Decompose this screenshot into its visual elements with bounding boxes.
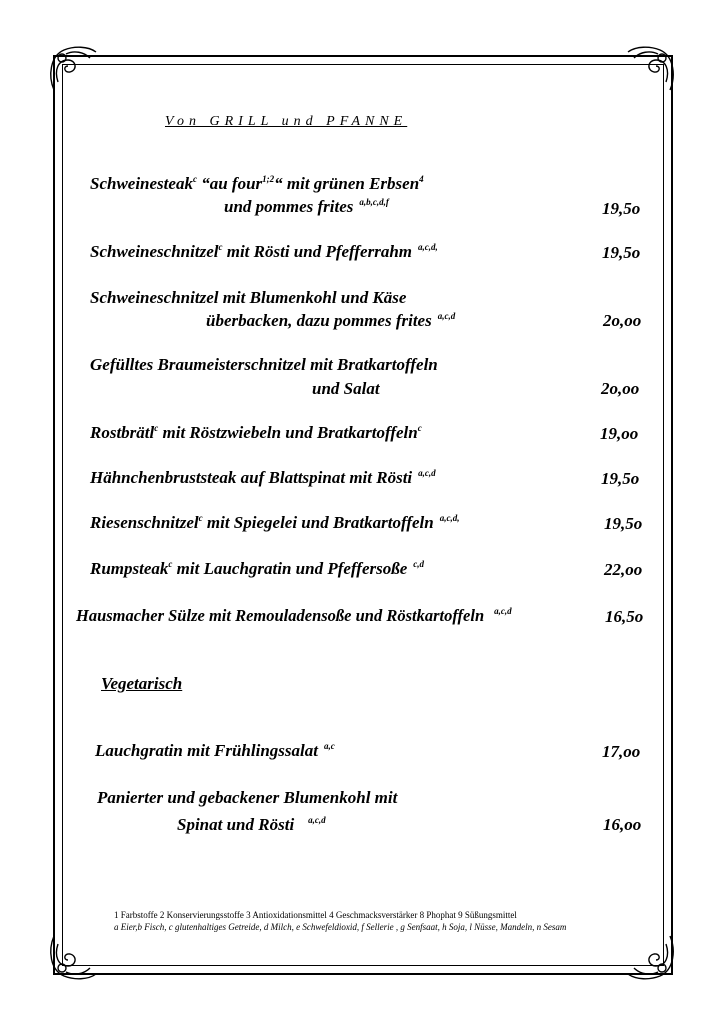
dish-price: 16,5o: [605, 607, 644, 626]
dish-name: Gefülltes Braumeisterschnitzel mit Bratkartoffeln: [90, 355, 438, 374]
dish-price: 16,oo: [603, 815, 642, 834]
dish-name: Rostbrätl$^c$ mit Röstzwiebeln und Bratkartoffeln$^c$: [90, 423, 422, 442]
allergen-codes: a,c,d,: [439, 513, 460, 523]
corner-ornament-top-left: [44, 40, 98, 94]
section-title: Von GRILL und PFANNE: [165, 114, 408, 129]
dish-price: 19,5o: [602, 243, 641, 262]
allergen-codes: a,c,d,: [418, 242, 438, 252]
dish-name: Hähnchenbruststeak auf Blattspinat mit Rösti $^{a,c,d}$: [90, 468, 436, 487]
additives-footnote: 1 Farbstoffe 2 Konservierungsstoffe 3 Antioxidationsmittel 4 Geschmacksverstärker 8 Phophat 9 Süßungsmittel: [114, 910, 517, 920]
allergen-codes: a,c,d: [308, 815, 326, 825]
dish-price: 19,5o: [604, 514, 643, 533]
dish-name-continued: und Salat: [312, 379, 380, 398]
dish-name: Rumpsteak$^c$ mit Lauchgratin und Pfeffersoße $^{c,d}$: [90, 559, 425, 578]
dish-name: Panierter und gebackener Blumenkohl mit: [97, 788, 398, 807]
dish-name: Schweineschnitzel$^c$ mit Rösti und Pfefferrahm $^{a,c,d,}$: [90, 242, 438, 261]
allergen-codes: a,c,d: [437, 311, 456, 321]
allergens-footnote: a Eier,b Fisch, c glutenhaltiges Getreide, d Milch, e Schwefeldioxid, f Sellerie , g Senfsaat, h Soja, l Nüsse, Mandeln, n Sesam: [114, 922, 567, 932]
allergen-codes: a,c,d: [494, 606, 512, 616]
allergen-codes: a,c,d: [418, 468, 436, 478]
corner-ornament-bottom-left: [44, 932, 98, 986]
dish-price: 2o,oo: [603, 311, 642, 330]
dish-name: Hausmacher Sülze mit Remouladensoße und Röstkartoffeln $^{a,c,d}$: [76, 606, 512, 625]
dish-price: 17,oo: [602, 742, 641, 761]
dish-price: 19,5o: [602, 199, 641, 218]
dish-name: Schweineschnitzel mit Blumenkohl und Käse: [90, 288, 407, 307]
vegetarian-section-title: Vegetarisch: [101, 674, 183, 693]
dish-price: 19,5o: [601, 469, 640, 488]
dish-price: 22,oo: [604, 560, 643, 579]
corner-ornament-bottom-right: [626, 932, 680, 986]
allergen-codes: a,c: [323, 741, 335, 751]
dish-name: Riesenschnitzel$^c$ mit Spiegelei und Bratkartoffeln $^{a,c,d,}$: [90, 513, 460, 532]
dish-price: 19,oo: [600, 424, 639, 443]
dish-name-continued: und pommes frites $^{a,b,c,d,f}$: [224, 197, 389, 216]
dish-price: 2o,oo: [601, 379, 640, 398]
corner-ornament-top-right: [626, 40, 680, 94]
dish-name-continued: Spinat und Rösti $^{a,c,d}$: [177, 815, 326, 834]
dish-name: Lauchgratin mit Frühlingssalat $^{a,c}$: [95, 741, 335, 760]
dish-name-continued: überbacken, dazu pommes frites $^{a,c,d}$: [206, 311, 456, 330]
allergen-codes: c,d: [413, 559, 425, 569]
dish-name: Schweinesteak$^c$ “au four$^{1;2}$“ mit grünen Erbsen$^4$: [90, 174, 424, 193]
allergen-codes: a,b,c,d,f: [359, 197, 389, 207]
